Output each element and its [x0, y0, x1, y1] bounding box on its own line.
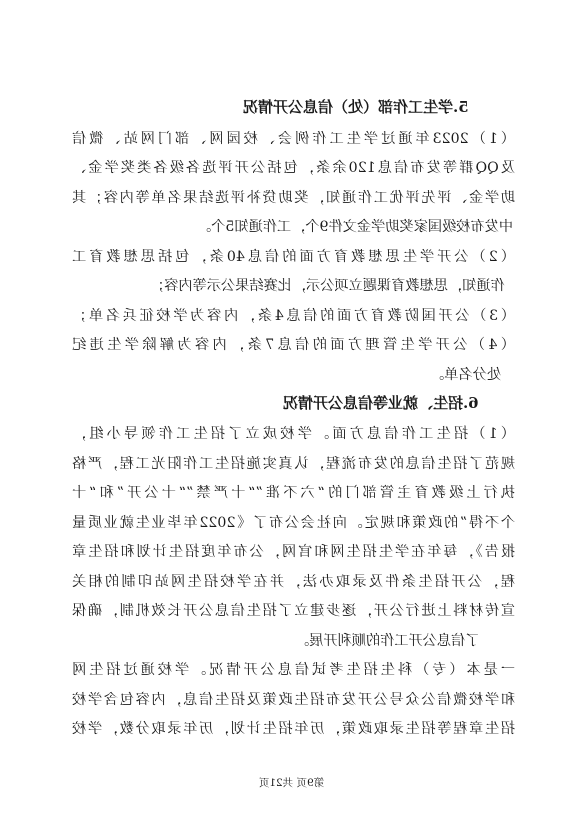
paragraph-line: 报告》，每年在学生招生网和官网，公布年度招生计划和招生章 [72, 544, 515, 560]
paragraph-line: 了信息公开工作的顺利开展。 [295, 633, 480, 649]
paragraph-line: 个不得”的政策和规定。向社会公布了《2022年毕业生就业质量 [72, 515, 515, 531]
paragraph-line: 中发布校级国家奖助学金文件9个，工作通知5个。 [197, 219, 513, 235]
section-heading-admissions: 6.招生、就业等信息公开情况 [283, 394, 479, 412]
paragraph-line: （1）2023年通过学生工作例会、校园网、部门网站、微信 [72, 131, 515, 147]
paragraph-line: （2）公开学生思想教育方面的信息40条，包括思想教育工 [72, 249, 515, 265]
paragraph-line: （3）公开国防教育方面的信息4条，内容为学校征兵名单； [72, 308, 515, 324]
page-number-footer: 第9页 共21页 [258, 777, 325, 789]
paragraph-line: 和学校微信公众号公开发布招生政策及招生信息，内容包含学校 [72, 692, 515, 708]
paragraph-line: 规范了招生信息的发布流程，认真实施招生工作阳光工程，严格 [72, 456, 515, 472]
paragraph-line: （4）公开学生管理方面的信息7条，内容为解除学生违纪 [72, 337, 515, 353]
paragraph-line: 处分名单。 [430, 367, 501, 383]
paragraph-line: （1）招生工作信息方面。学校成立了招生工作领导小组， [72, 426, 515, 442]
paragraph-line: 程，公开招生条件及录取办法，并在学校招生网站印制的相关 [72, 574, 515, 590]
paragraph-line: 执行上级教育主管部门的“六不准”“十严禁”“十公开”和“十 [72, 485, 515, 501]
paragraph-line: 作通知，思想教育课题立项公示，比赛结果公示等内容； [150, 278, 505, 294]
section-heading-student-affairs: 5.学生工作部（处）信息公开情况 [243, 98, 469, 116]
paragraph-line: 助学金、评先评优工作通知，奖助贷补评选结果名单等内容；其 [72, 190, 515, 206]
paragraph-line: 一是本（专）科生招生考试信息公开情况。学校通过招生网 [72, 662, 515, 678]
paragraph-line: 宣传材料上进行公开，逐步建立了招生信息公开长效机制，确保 [72, 603, 515, 619]
paragraph-line: 及QQ群等发布信息120余条，包括公开评选各级各类奖学金、 [72, 160, 515, 176]
paragraph-line: 招生章程等招生录取政策，历年招生计划，历年录取分数，学校 [72, 721, 515, 737]
